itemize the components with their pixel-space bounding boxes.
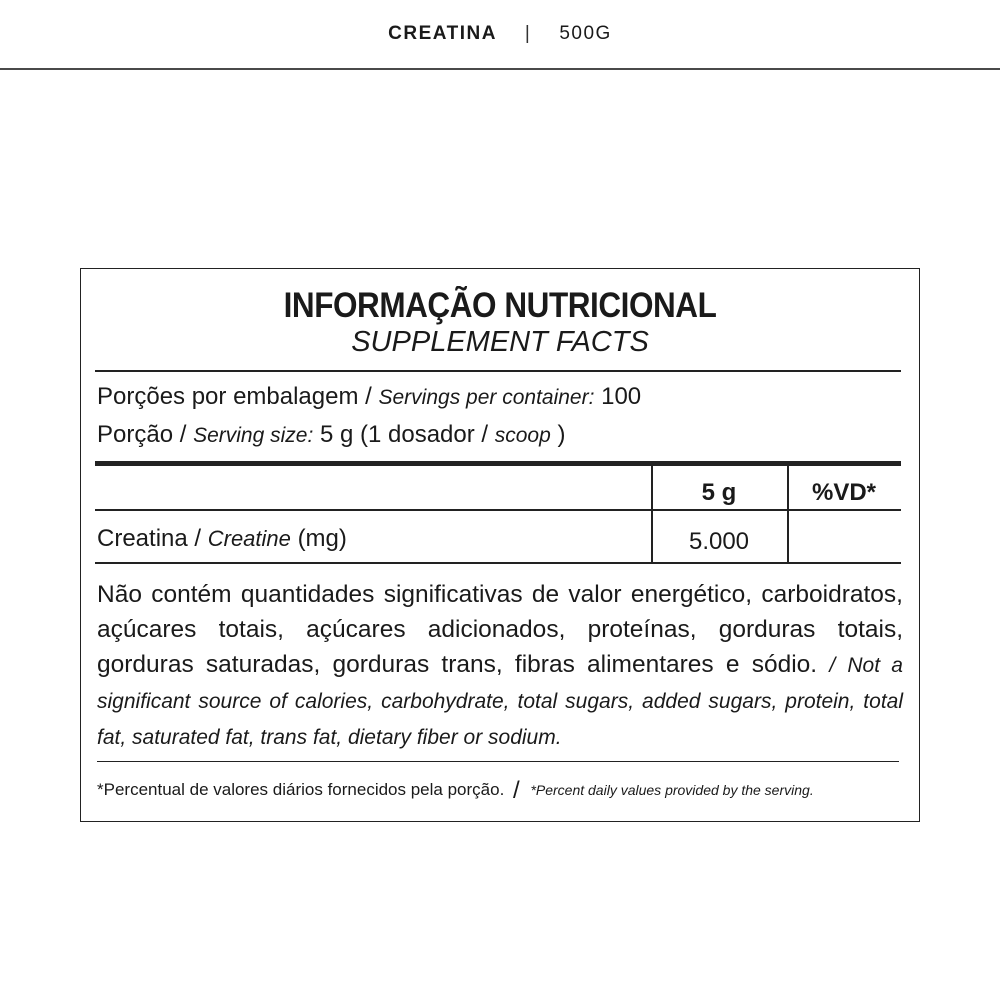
divider-top [95,370,901,372]
note-en: Not a significant source of calories, carbohydrate, total sugars, added sugars, protein, total fat, saturated fat, trans fat, dietary fiber or sodium. [97,654,903,749]
nutrient-name-en: Creatine [207,526,291,551]
table-header-vd: %VD* [811,479,877,506]
divider-thick [95,461,901,466]
product-name: CREATINA [388,23,497,44]
note-pt: Não contém quantidades significativas de valor energético, carboidratos, açúcares totais, açúcares adicionados, proteínas, gorduras totais, gorduras saturadas, gorduras trans, fibras alimentares e sódio. [97,581,903,678]
servings-per-container [97,384,641,410]
servings-label-pt: Porções por embalagem / [97,383,372,410]
note-separator: / [829,654,836,677]
header-separator: | [524,23,532,44]
serving-size-close: ) [557,421,566,448]
servings-label-en: Servings per container: [378,386,595,409]
serving-size-value: 5 g (1 dosador / [319,421,489,448]
footnote-pt: *Percentual de valores diários fornecidos pela porção. [97,780,505,799]
nutrient-amount: 5.000 [688,528,750,555]
servings-value: 100 [601,383,642,410]
nutrient-unit: (mg) [297,525,347,552]
serving-size [97,422,565,448]
panel-subtitle: SUPPLEMENT FACTS [351,326,649,358]
table-header-divider [95,509,901,511]
not-significant-note [97,577,903,755]
table-row [97,527,347,551]
panel-title: INFORMAÇÃO NUTRICIONAL [283,286,717,325]
table-header-amount: 5 g [701,479,737,506]
table-bottom-divider [95,562,901,564]
product-size: 500G [559,23,612,44]
divider-footnote [97,761,899,762]
footnote-en: *Percent daily values provided by the serving. [530,782,814,798]
footnote [97,779,907,803]
footnote-separator: / [513,777,520,804]
serving-size-value-en: scoop [494,424,551,447]
page-header [0,0,1000,70]
serving-size-label-en: Serving size: [193,424,314,447]
serving-size-label-pt: Porção / [97,421,187,448]
nutrient-name-pt: Creatina / [97,525,202,552]
nutrition-facts-panel [80,268,920,822]
